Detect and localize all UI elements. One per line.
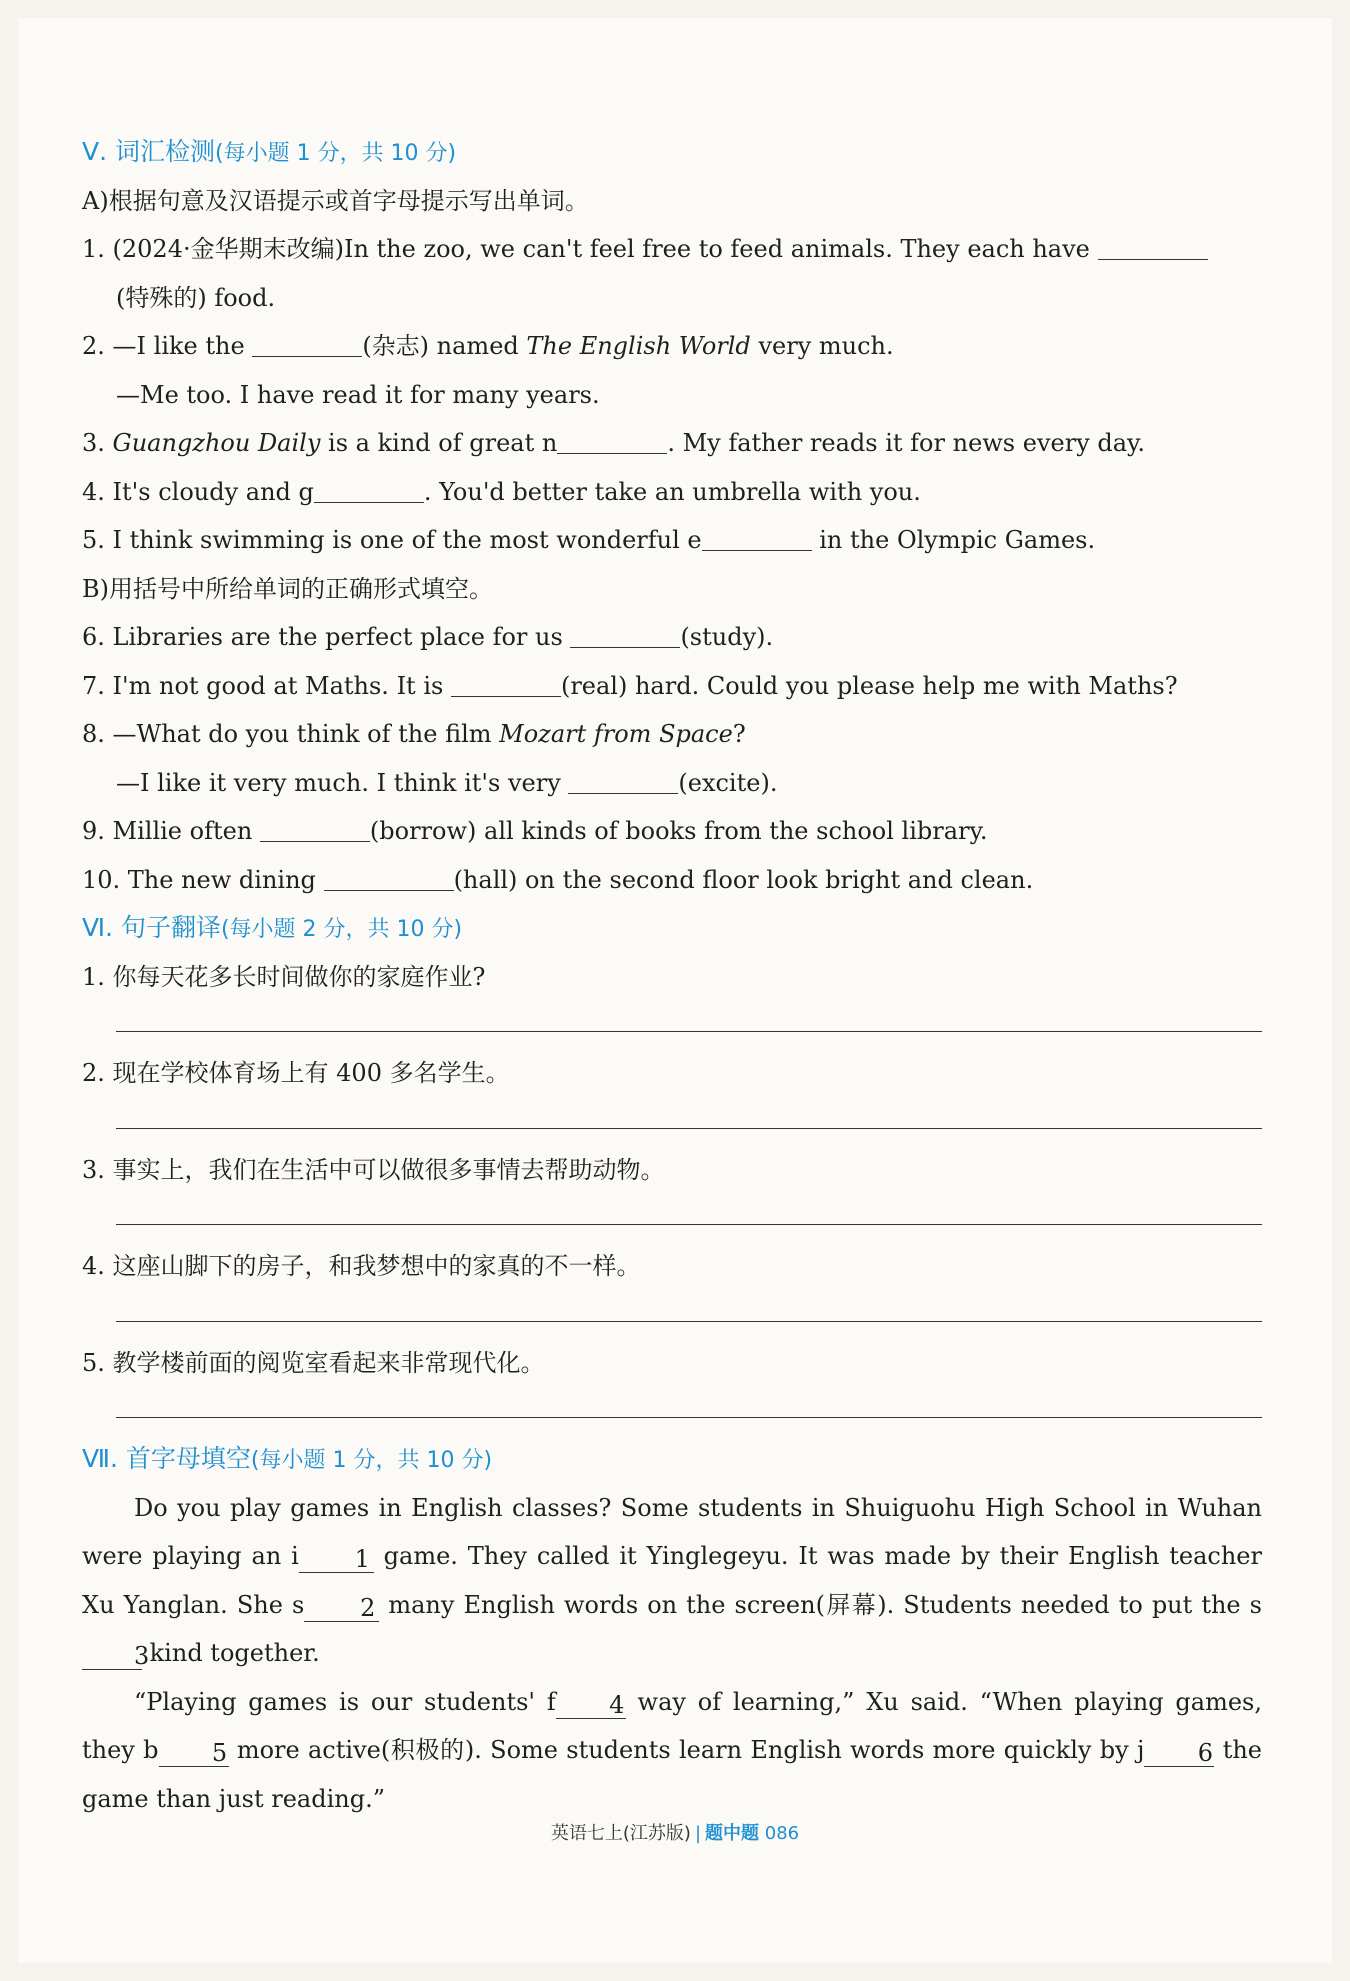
answer-blank[interactable] [314, 476, 424, 503]
cloze-blank-4[interactable]: 4 [556, 1692, 626, 1719]
question-8-line-2: —I like it very much. I think it's very (excite). [116, 768, 778, 797]
cloze-paragraph-1: Do you play games in English classes? Some students in Shuiguohu High School in Wuhan were playing an i 1 game. They called it Yinglegeyu. It was made by their English teacher Xu Yanglan. She s 2 many English words on the screen(屏幕). Students needed to put the s3 kind together. [82, 1493, 1262, 1670]
translation-item: 2. 现在学校体育场上有 400 多名学生。 [82, 1059, 510, 1087]
section-7-note: (每小题 1 分，共 10 分) [250, 1448, 493, 1473]
question-8-line-1: 8. —What do you think of the film Mozart from Space? [82, 720, 746, 748]
question-1-line-2: (特殊的) food. [116, 283, 276, 312]
page-footer [0, 1819, 1350, 1845]
answer-blank[interactable] [451, 670, 561, 697]
answer-blank[interactable] [1098, 233, 1208, 260]
question-10: 10. The new dining (hall) on the second floor look bright and clean. [82, 865, 1034, 894]
section-5-note: (每小题 1 分，共 10 分) [215, 141, 457, 166]
cloze-blank-2[interactable]: 2 [304, 1595, 379, 1622]
cloze-blank-3[interactable]: 3 [82, 1643, 142, 1670]
answer-blank[interactable] [568, 767, 678, 794]
section-6-heading [82, 904, 1262, 953]
answer-line[interactable] [82, 1194, 1262, 1242]
page-number: 086 [764, 1823, 800, 1844]
translation-item: 5. 教学楼前面的阅览室看起来非常现代化。 [82, 1348, 545, 1377]
section-7-title: Ⅶ. 首字母填空 [82, 1444, 251, 1473]
translation-item: 3. 事实上，我们在生活中可以做很多事情去帮助动物。 [82, 1155, 665, 1184]
cloze-paragraph-2: “Playing games is our students' f 4 way of learning,” Xu said. “When playing games, they b 5 more active(积极的). Some students learn English words more quickly by j 6 the game than just reading.” [82, 1687, 1262, 1813]
question-2-line-2: —Me too. I have read it for many years. [116, 380, 600, 409]
question-1-line-1: 1. (2024·金华期末改编)In the zoo, we can't feel free to feed animals. They each have [82, 225, 1262, 274]
question-4: 4. It's cloudy and g . You'd better take an umbrella with you. [82, 477, 921, 506]
question-6: 6. Libraries are the perfect place for us (study). [82, 623, 774, 651]
title-italic: The English World [526, 332, 751, 360]
answer-blank[interactable] [260, 815, 370, 842]
brand-name: 题中题 [705, 1823, 760, 1844]
translation-item: 4. 这座山脚下的房子，和我梦想中的家真的不一样。 [82, 1252, 641, 1280]
answer-line[interactable] [82, 1387, 1262, 1435]
answer-blank[interactable] [702, 524, 812, 551]
section-5-heading [82, 128, 1262, 177]
answer-blank[interactable] [252, 330, 362, 357]
title-italic: Mozart from Space [499, 720, 733, 748]
book-title: 英语七上(江苏版) [550, 1823, 691, 1844]
question-3: 3. Guangzhou Daily is a kind of great n . My father reads it for news every day. [82, 429, 1146, 457]
section-6-title: Ⅵ. 句子翻译 [82, 913, 221, 942]
answer-blank[interactable] [570, 621, 680, 648]
answer-line[interactable] [82, 1098, 1262, 1146]
question-5: 5. I think swimming is one of the most wonderful e in the Olympic Games. [82, 526, 1096, 554]
cloze-passage [82, 1484, 1262, 1824]
answer-line[interactable] [82, 1291, 1262, 1339]
footer-separator: | [694, 1823, 702, 1844]
answer-line[interactable] [82, 1001, 1262, 1049]
question-2-line-1: 2. —I like the (杂志) named The English World very much. [82, 332, 894, 360]
cloze-blank-6[interactable]: 6 [1144, 1740, 1214, 1767]
worksheet-content [82, 128, 1262, 1823]
translation-item: 1. 你每天花多长时间做你的家庭作业? [82, 962, 486, 991]
cloze-blank-5[interactable]: 5 [159, 1740, 229, 1767]
title-italic: Guangzhou Daily [112, 429, 321, 457]
section-5-title: Ⅴ. 词汇检测 [82, 137, 215, 166]
section-7-heading [82, 1435, 1262, 1484]
answer-blank[interactable] [324, 864, 454, 891]
section-6-note: (每小题 2 分，共 10 分) [220, 917, 463, 942]
part-a-instruction: A)根据句意及汉语提示或首字母提示写出单词。 [82, 186, 589, 215]
answer-blank[interactable] [557, 427, 667, 454]
cloze-blank-1[interactable]: 1 [299, 1546, 374, 1573]
question-7: 7. I'm not good at Maths. It is (real) hard. Could you please help me with Maths? [82, 671, 1178, 700]
question-9: 9. Millie often (borrow) all kinds of books from the school library. [82, 817, 988, 845]
part-b-instruction: B)用括号中所给单词的正确形式填空。 [82, 574, 493, 603]
